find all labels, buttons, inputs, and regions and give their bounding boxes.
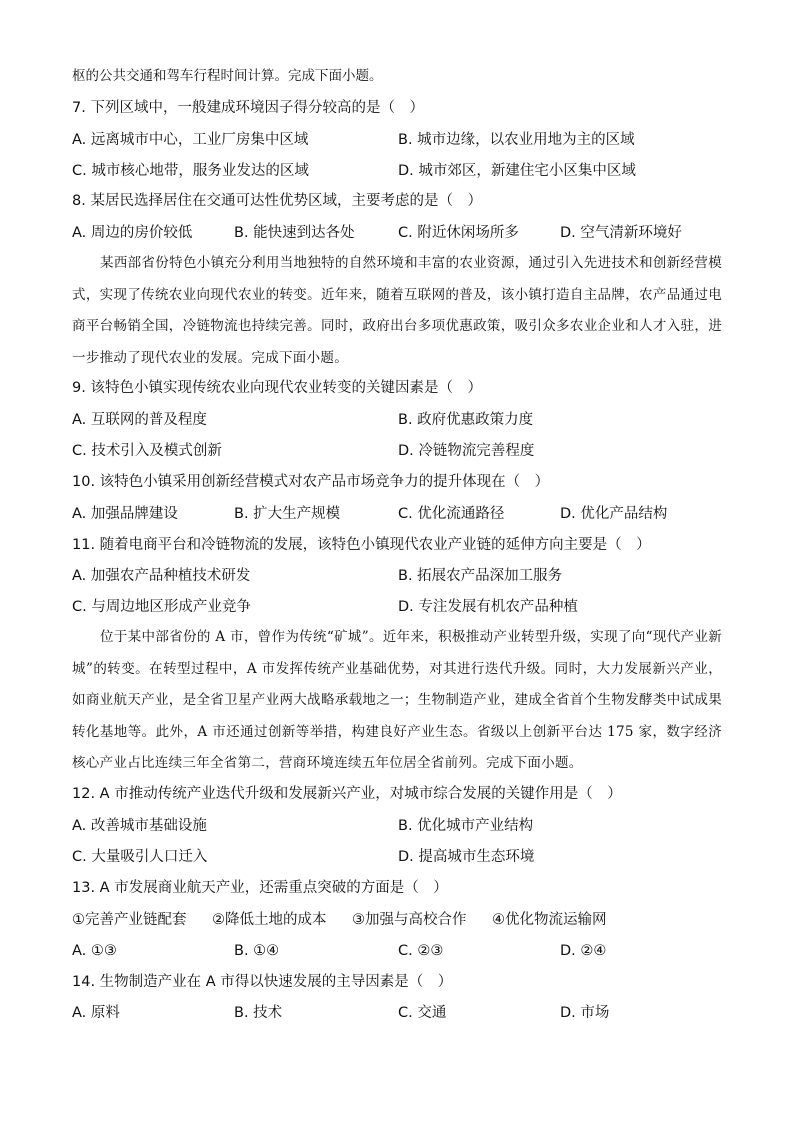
question-9-option-d: D. 冷链物流完善程度 [398,443,535,459]
question-10-option-a: A. 加强品牌建设 [72,506,178,522]
question-9-stem: 9. 该特色小镇实现传统农业向现代农业转变的关键因素是（ ） [72,380,482,396]
question-11-stem: 11. 随着电商平台和冷链物流的发展，该特色小镇现代农业产业链的延伸方向主要是（ ） [72,537,651,553]
passage-1 [72,248,722,374]
passage-1-text: 某西部省份特色小镇充分利用当地独特的自然环境和丰富的农业资源，通过引入先进技术和创新经营模式，实现了传统农业向现代农业的转变。近年来，随着互联网的普及，该小镇打造自主品牌，农产品通过电商平台畅销全国，冷链物流也持续完善。同时，政府出台多项优惠政策，吸引众多农业企业和人才入驻，进一步推动了现代农业的发展。完成下面小题。 [72,255,722,366]
question-13-option-a: A. ①③ [72,943,117,959]
question-7-option-a: A. 远离城市中心，工业厂房集中区域 [72,132,309,148]
question-8-option-b: B. 能快速到达各处 [234,225,355,241]
question-10-stem: 10. 该特色小镇采用创新经营模式对农产品市场竞争力的提升体现在（ ） [72,474,550,490]
question-13-stem: 13. A 市发展商业航天产业，还需重点突破的方面是（ ） [72,880,448,896]
question-12-option-d: D. 提高城市生态环境 [398,849,535,865]
question-10-option-b: B. 扩大生产规模 [234,506,341,522]
question-14-stem: 14. 生物制造产业在 A 市得以快速发展的主导因素是（ ） [72,974,453,990]
question-8-option-a: A. 周边的房价较低 [72,225,193,241]
question-13-choice-3: ③加强与高校合作 [352,912,467,928]
question-13-option-c: C. ②③ [398,943,444,959]
question-9-option-a: A. 互联网的普及程度 [72,412,207,428]
question-14-option-c: C. 交通 [398,1005,447,1021]
question-13-choice-4: ④优化物流运输网 [492,912,607,928]
question-14-option-a: A. 原料 [72,1005,120,1021]
question-12-stem: 12. A 市推动传统产业迭代升级和发展新兴产业，对城市综合发展的关键作用是（ ） [72,786,622,802]
question-7-stem: 7. 下列区域中，一般建成环境因子得分较高的是（ ） [72,100,424,116]
question-11-option-c: C. 与周边地区形成产业竞争 [72,599,251,615]
question-7-option-c: C. 城市核心地带，服务业发达的区域 [72,163,309,179]
passage-2 [72,622,722,780]
intro-tail-text: 枢的公共交通和驾车行程时间计算。完成下面小题。 [72,68,383,84]
question-7-option-b: B. 城市边缘，以农业用地为主的区域 [398,132,635,148]
question-13-choice-1: ①完善产业链配套 [72,912,187,928]
question-12-option-b: B. 优化城市产业结构 [398,818,534,834]
question-12-option-c: C. 大量吸引人口迁入 [72,849,208,865]
question-9-option-b: B. 政府优惠政策力度 [398,412,534,428]
passage-2-text: 位于某中部省份的 A 市，曾作为传统“矿城”。近年来，积极推动产业转型升级，实现了向“现代产业新城”的转变。在转型过程中，A 市发挥传统产业基础优势，对其进行迭代升级。同时，大力发展新兴产业，如商业航天产业，是全省卫星产业两大战略承载地之一；生物制造产业，建成全省首个生物发酵类中试成果转化基地等。此外，A 市还通过创新等举措，构建良好产业生态。省级以上创新平台达 175 家，数字经济核心产业占比连续三年全省第二，营商环境连续五年位居全省前列。完成下面小题。 [72,629,722,771]
question-8-option-d: D. 空气清新环境好 [560,225,682,241]
question-8-stem: 8. 某居民选择居住在交通可达性优势区域，主要考虑的是（ ） [72,193,482,209]
question-10-option-c: C. 优化流通路径 [398,506,505,522]
question-10-option-d: D. 优化产品结构 [560,506,668,522]
question-8-option-c: C. 附近休闲场所多 [398,225,519,241]
question-11-option-b: B. 拓展农产品深加工服务 [398,568,563,584]
question-13-option-d: D. ②④ [560,943,607,959]
question-13-option-b: B. ①④ [234,943,280,959]
question-12-option-a: A. 改善城市基础设施 [72,818,207,834]
question-11-option-a: A. 加强农产品种植技术研发 [72,568,251,584]
question-13-choice-2: ②降低土地的成本 [212,912,327,928]
question-14-option-d: D. 市场 [560,1005,610,1021]
question-7-option-d: D. 城市郊区，新建住宅小区集中区域 [398,163,636,179]
question-14-option-b: B. 技术 [234,1005,283,1021]
question-9-option-c: C. 技术引入及模式创新 [72,443,222,459]
question-11-option-d: D. 专注发展有机农产品种植 [398,599,578,615]
